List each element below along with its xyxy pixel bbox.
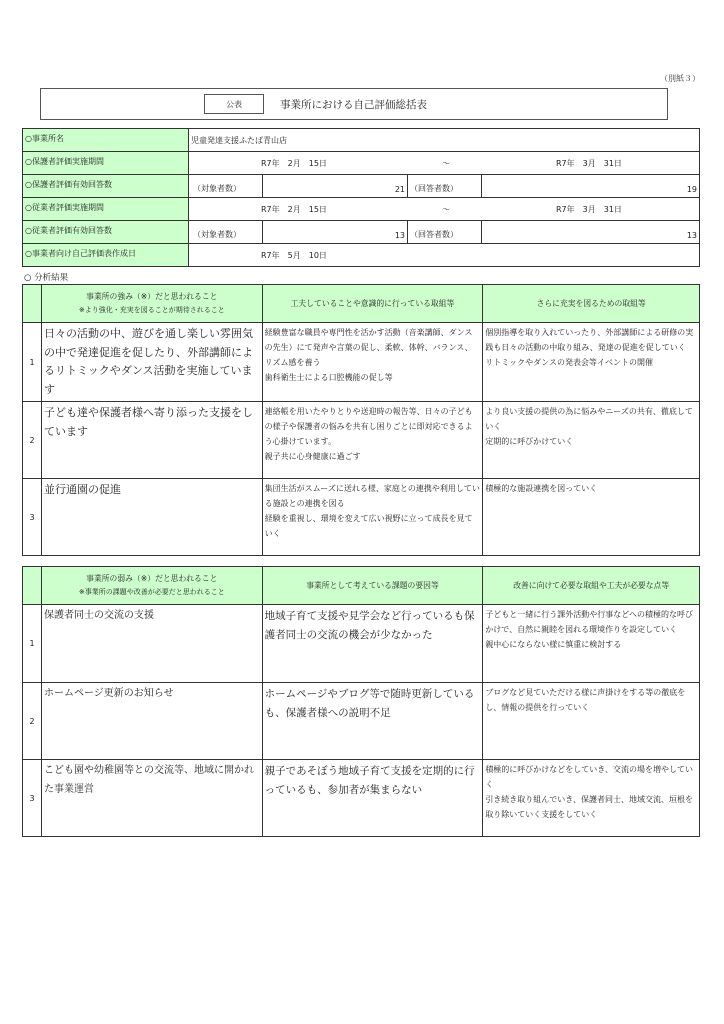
strengths-header-col1: [41, 285, 262, 323]
weakness-text: こども園や幼稚園等との交流等、地域に開かれた事業運営: [41, 760, 262, 837]
improvements-line: ブログなど見ていただける様に声掛けをする等の徹底をし、情報の提供を行っていく: [485, 688, 686, 712]
guardian-respondent-label: （回答者数）: [408, 175, 482, 198]
further-cell: [483, 479, 700, 556]
row-index: 1: [23, 605, 42, 683]
efforts-line: 集団生活がスムーズに送れる様、家庭との連携や利用している施設との連携を図る: [264, 484, 480, 508]
weakness-row: [23, 760, 700, 837]
strengths-header-row: [23, 285, 700, 323]
guardian-respondent-value: 19: [482, 175, 700, 198]
row-index: 1: [23, 323, 42, 402]
info-row-guardian-count: [23, 175, 700, 198]
staff-period-start: R7年 2月 15日: [261, 205, 327, 214]
office-name-label: ○事業所名: [23, 129, 189, 152]
further-line: 積極的な施設連携を図っていく: [485, 484, 598, 493]
strength-text: 並行通園の促進: [41, 479, 262, 556]
weaknesses-header-col1: [41, 567, 262, 605]
improvements-line: 子どもと一緒に行う課外活動や行事などへの積極的な呼びかけで、自然に親睦を図れる環境作りを設定していく: [485, 610, 693, 634]
efforts-line: 経験豊富な職員や専門性を活かす活動（音楽講師、ダンスの先生）にて発声や言葉の促し、柔軟、体幹、バランス、リズム感を養う: [264, 328, 473, 367]
index-header: [23, 567, 42, 605]
further-line: 定期的に呼びかけていく: [485, 437, 574, 446]
staff-target-value: 13: [263, 221, 408, 244]
improvements-cell: [483, 683, 700, 760]
strengths-header-note: ※より強化・充実を図ることが期待されること: [78, 306, 225, 314]
guardian-period-separator: ～: [442, 159, 450, 168]
info-row-staff-count: [23, 221, 700, 244]
improvements-line: 積極的に呼びかけなどをしていき、交流の場を増やしていく: [485, 765, 693, 789]
created-date-value: R7年 5月 10日: [261, 251, 327, 260]
causes-text: ホームページやブログ等で随時更新しているも、保護者様への説明不足: [262, 683, 483, 760]
efforts-line: 親子共に心身健康に過ごす: [264, 452, 361, 461]
causes-text: 親子であそぼう地域子育て支援を定期的に行っているも、参加者が集まらない: [262, 760, 483, 837]
efforts-cell: [262, 402, 483, 479]
staff-count-label: ○従業者評価有効回答数: [23, 221, 189, 244]
row-index: 3: [23, 760, 42, 837]
weakness-text: ホームページ更新のお知らせ: [41, 683, 262, 760]
further-cell: [483, 402, 700, 479]
causes-text: 地域子育て支援や見学会など行っているも保護者同士の交流の機会が少なかった: [262, 605, 483, 683]
annex-label: （別紙３）: [660, 74, 700, 83]
guardian-target-label: （対象者数）: [189, 175, 263, 198]
staff-period-end: R7年 3月 31日: [556, 205, 622, 214]
analysis-results-label: ○ 分析結果: [24, 273, 69, 283]
staff-respondent-value: 13: [482, 221, 700, 244]
weaknesses-header-row: [23, 567, 700, 605]
efforts-cell: [262, 479, 483, 556]
improvements-cell: [483, 605, 700, 683]
improvements-cell: [483, 760, 700, 837]
info-table: [22, 128, 700, 267]
created-date-label: ○事業者向け自己評価表作成日: [23, 244, 189, 267]
efforts-line: 連絡帳を用いたやりとりや送迎時の報告等、日々の子どもの様子や保護者の悩みを共有し困りごとに即対応できるよう心掛けています。: [264, 407, 473, 446]
weakness-text: 保護者同士の交流の支援: [41, 605, 262, 683]
strength-text: 日々の活動の中、遊びを通し楽しい雰囲気の中で発達促進を促したり、外部講師によるリトミックやダンス活動を実施しています: [41, 323, 262, 402]
staff-period-separator: ～: [442, 205, 450, 214]
improvements-line: 親中心にならない様に慎重に検討する: [485, 640, 622, 649]
further-line: 個別指導を取り入れていったり、外部講師による研修の実践も日々の活動の中取り組み、発達の促進を促していく: [485, 328, 694, 352]
staff-respondent-label: （回答者数）: [408, 221, 482, 244]
efforts-line: 経験を重視し、環境を変えて広い視野に立って成長を見ていく: [264, 514, 473, 538]
strength-row: [23, 323, 700, 402]
strengths-table: [22, 284, 700, 556]
strengths-header-col2: 工夫していることや意識的に行っている取組等: [262, 285, 483, 323]
guardian-count-label: ○保護者評価有効回答数: [23, 175, 189, 198]
staff-target-label: （対象者数）: [189, 221, 263, 244]
info-row-created: [23, 244, 700, 267]
weaknesses-header-note: ※事業所の課題や改善が必要だと思われること: [78, 588, 225, 596]
efforts-line: 歯科衛生士による口腔機能の促し等: [264, 373, 393, 382]
page-title: 事業所における自己評価総括表: [280, 99, 427, 111]
weakness-row: [23, 683, 700, 760]
public-label: 公表: [226, 99, 242, 109]
public-badge: [204, 94, 264, 114]
strength-text: 子ども達や保護者様へ寄り添った支援をしています: [41, 402, 262, 479]
further-cell: [483, 323, 700, 402]
guardian-period-start: R7年 2月 15日: [261, 159, 327, 168]
strengths-header-col3: さらに充実を図るための取組等: [483, 285, 700, 323]
staff-period-label: ○従業者評価実施期間: [23, 198, 189, 221]
improvements-line: 引き続き取り組んでいき、保護者同士、地域交流、垣根を取り除いていく支援をしていく: [485, 795, 693, 819]
office-name-value: 児童発達支援ふたば青山店: [189, 129, 700, 152]
index-header: [23, 285, 42, 323]
weaknesses-header-title: 事業所の弱み（※）だと思われること: [86, 574, 218, 583]
strengths-header-title: 事業所の強み（※）だと思われること: [86, 292, 218, 301]
guardian-target-value: 21: [263, 175, 408, 198]
weaknesses-header-col3: 改善に向けて必要な取組や工夫が必要な点等: [483, 567, 700, 605]
row-index: 2: [23, 683, 42, 760]
further-line: リトミックやダンスの発表会等イベントの開催: [485, 358, 653, 367]
weaknesses-header-col2: 事業所として考えている課題の要因等: [262, 567, 483, 605]
further-line: より良い支援の提供の為に悩みやニーズの共有、徹底していく: [485, 407, 693, 431]
info-row-staff-period: [23, 198, 700, 221]
row-index: 2: [23, 402, 42, 479]
weaknesses-table: [22, 566, 700, 837]
strength-row: [23, 402, 700, 479]
efforts-cell: [262, 323, 483, 402]
row-index: 3: [23, 479, 42, 556]
weakness-row: [23, 605, 700, 683]
info-row-guardian-period: [23, 152, 700, 175]
guardian-period-label: ○保護者評価実施期間: [23, 152, 189, 175]
guardian-period-end: R7年 3月 31日: [556, 159, 622, 168]
strength-row: [23, 479, 700, 556]
info-row-office: [23, 129, 700, 152]
